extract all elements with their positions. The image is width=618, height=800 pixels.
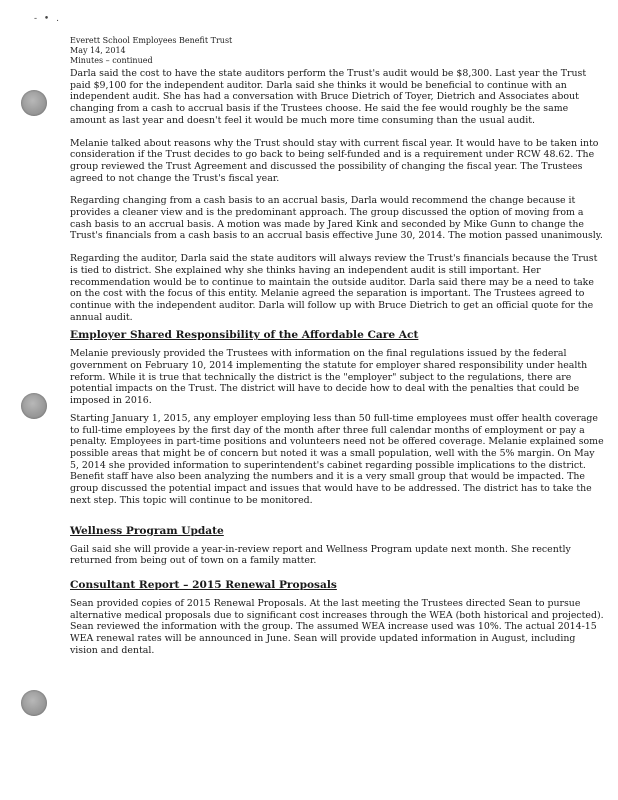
punch-hole-middle bbox=[21, 393, 47, 419]
paragraph-audit-cost: Darla said the cost to have the state auditors perform the Trust's audit would be $8,300. Last year the Trust paid $9,100 for the independent auditor. Darla said she thinks it would be beneficial to continue with an independent audit. She has had a conversation with Bruce Dietrich of Toyer, Dietrich and Associates about changing from a cash to accrual basis if the Trustees choose. He said the fee would roughly be the same amount as last year and doesn't feel it would be much more time consuming than the usual audit. bbox=[70, 68, 587, 126]
paragraph-aca-regulations: Melanie previously provided the Trustees with information on the final regulations issued by the federal government on February 10, 2014 implementing the statute for employer shared responsibility under health reform. While it is true that technically the district is the "employer" subject to the regulations, there are potential impacts on the Trust. The district will have to decide how to deal with the penalties that could be imposed in 2016. bbox=[70, 348, 588, 407]
punch-hole-top bbox=[21, 90, 47, 116]
paragraph-auditor: Regarding the auditor, Darla said the state auditors will always review the Trust's financials because the Trust is tied to district. She explained why she thinks having an independent audit is still important. Her recommendation would be to continue to maintain the outside auditor. Darla said there may be a need to take on the cost with the focus of this entity. Melanie agreed the separation is important. The Trustees agreed to continue with the independent auditor. Darla will follow up with Bruce Dietrich to get an official quote for the annual audit. bbox=[70, 253, 598, 323]
header-date: May 14, 2014 bbox=[70, 46, 126, 55]
document-header bbox=[70, 36, 232, 66]
paragraph-accrual-basis: Regarding changing from a cash basis to an accrual basis, Darla would recommend the change because it provides a cleaner view and is the predominant approach. The group discussed the option of moving from a cash basis to an accrual basis. A motion was made by Jared Kink and seconded by Mike Gunn to change the Trust's financials from a cash basis to an accrual basis effective June 30, 2014. The motion passed unanimously. bbox=[70, 195, 603, 242]
scan-corner-mark: - • . bbox=[34, 14, 61, 24]
paragraph-wellness: Gail said she will provide a year-in-review report and Wellness Program update next month. She recently returned from being out of town on a family matter. bbox=[70, 543, 571, 567]
minutes-body bbox=[70, 68, 606, 667]
paragraph-renewal-proposals: Sean provided copies of 2015 Renewal Proposals. At the last meeting the Trustees directed Sean to pursue alternative medical proposals due to significant cost increases through the WEA (both historical and projected). Sean reviewed the information with the group. The assumed WEA increase used was 10%. The actual 2014-15 WEA renewal rates will be announced in June. Sean will provide updated information in August, including vision and dental. bbox=[70, 597, 604, 656]
punch-hole-bottom bbox=[21, 690, 47, 716]
section-heading-wellness: Wellness Program Update bbox=[70, 524, 224, 537]
paragraph-fiscal-year: Melanie talked about reasons why the Trust should stay with current fiscal year. It would have to be taken into consideration if the Trust decides to go back to being self-funded and is a requirement under RCW 48.62. The group reviewed the Trust Agreement and discussed the possibility of changing the fiscal year. The Trustees agreed to not change the Trust's fiscal year. bbox=[70, 137, 599, 184]
section-heading-consultant: Consultant Report – 2015 Renewal Proposals bbox=[70, 578, 337, 591]
header-organization: Everett School Employees Benefit Trust bbox=[70, 36, 233, 45]
paragraph-aca-coverage: Starting January 1, 2015, any employer employing less than 50 full-time employees must offer health coverage to full-time employees by the first day of the month after three full calendar months of employment or pay a penalty. Employees in part-time positions and volunteers need not be offered coverage. Melanie explained some possible areas that might be of concern but noted it was a small population, well with the 5% margin. On May 5, 2014 she provided information to superintendent's cabinet regarding possible implications to the district. Benefit staff have also been analyzing the numbers and it is a very small group that would be impacted. The group discussed the potential impact and issues that would have to be addressed. The district has to take the next step. This topic will continue to be monitored. bbox=[70, 412, 604, 506]
section-heading-aca: Employer Shared Responsibility of the Affordable Care Act bbox=[70, 329, 419, 342]
header-continued: Minutes – continued bbox=[70, 56, 153, 65]
